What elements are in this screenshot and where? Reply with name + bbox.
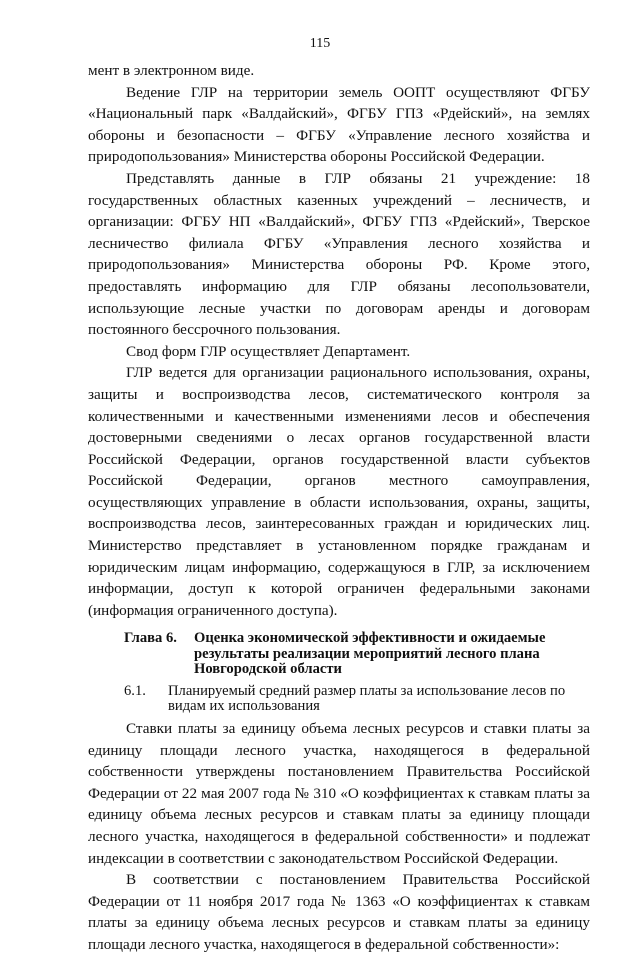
chapter-title: Оценка экономической эффективности и ожидаемые результаты реализации мероприятий лесного плана Новгородской области (194, 630, 546, 678)
paragraph-payment-rates: Ставки платы за единицу объема лесных ресурсов и ставки платы за единицу площади лесного участка, находящегося в федеральной собственности утверждены постановлением Правительства Российской Федерации от 22 мая 2007 года № 310 «О коэффициентах к ставкам платы за единицу объема лесных ресурсов и ставкам платы за единицу площади лесного участка, находящегося в федеральной собственности» и подлежат индексации в соответствии с законодательством Российской Федерации. (88, 719, 590, 867)
chapter-number: Глава 6. (124, 630, 177, 647)
paragraph-forms-summary: Свод форм ГЛР осуществляет Департамент. (126, 342, 411, 360)
section-title: Планируемый средний размер платы за использование лесов по видам их использования (168, 682, 566, 714)
paragraph-resolution-1363: В соответствии с постановлением Правительства Российской Федерации от 11 ноября 2017 года № 1363 «О коэффициентах к ставкам платы за единицу объема лесных ресурсов и ставкам платы за единицу площади лесного участка, находящегося в федеральной собственности»: (88, 871, 590, 953)
page-number: 115 (309, 36, 331, 51)
chapter-heading (124, 631, 590, 678)
document-body (88, 60, 590, 955)
section-heading (124, 684, 590, 714)
paragraph-glr-maintenance: Ведение ГЛР на территории земель ООПТ осуществляют ФГБУ «Национальный парк «Валдайский», ФГБУ ГПЗ «Рдейский», на землях обороны и безопасности – ФГБУ «Управление лесного хозяйства и природопользования» Министерства обороны Российской Федерации. (88, 83, 590, 166)
paragraph-glr-purpose: ГЛР ведется для организации рационального использования, охраны, защиты и воспроизводства лесов, систематического контроля за количественными и качественными изменениями лесов и обеспечения достоверными сведениями о лесах органов государственной власти Российской Федерации, органов государственной власти субъектов Российской Федерации, органов местного самоуправления, осуществляющих управление в области использования, охраны, защиты, воспроизводства лесов, заинтересованных граждан и юридических лиц. Министерство представляет в установленном порядке гражданам и юридическим лицам информацию, содержащуюся в ГЛР, за исключением информации, доступ к которой ограничен федеральными законами (информация ограниченного доступа). (88, 364, 590, 619)
paragraph-data-submitters: Представлять данные в ГЛР обязаны 21 учреждение: 18 государственных областных казенных учреждений – лесничеств, и организации: ФГБУ НП «Валдайский», ФГБУ ГПЗ «Рдейский», Тверское лесничество филиала ФГБУ «Управления лесного хозяйства и природопользования» Министерства обороны РФ. Кроме этого, предоставлять информацию для ГЛР обязаны лесопользователи, использующие лесные участки по договорам аренды и договорам постоянного бессрочного пользования. (88, 169, 590, 339)
paragraph-continuation: мент в электронном виде. (88, 62, 255, 79)
section-number: 6.1. (124, 682, 146, 699)
